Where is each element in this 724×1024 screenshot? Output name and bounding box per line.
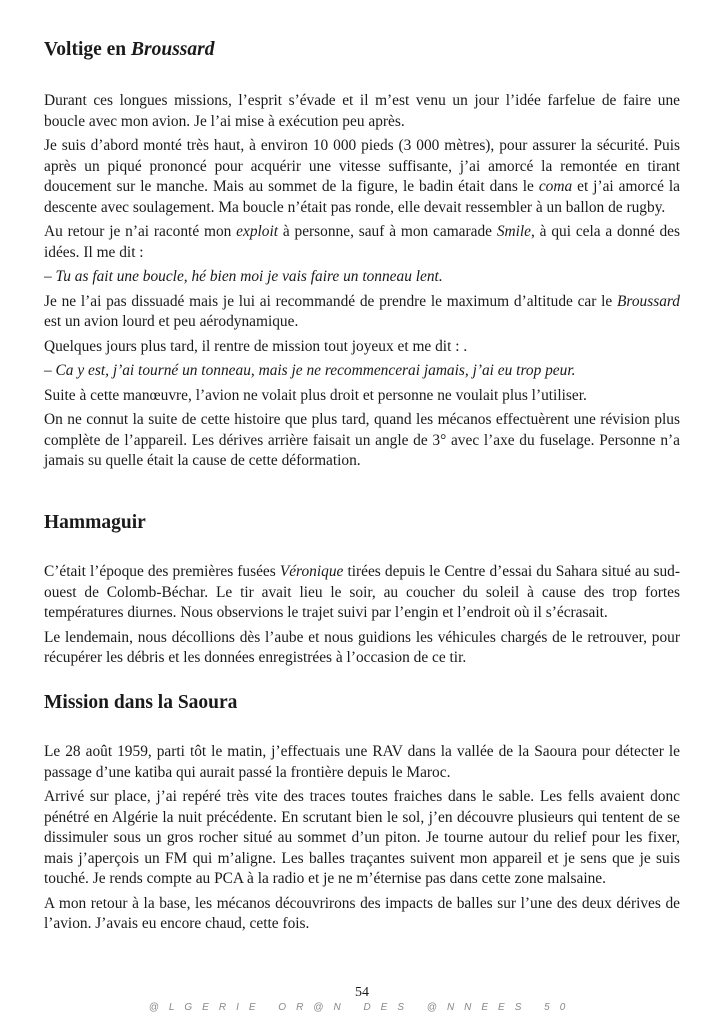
text-run: Le 28 août 1959, parti tôt le matin, j’effectuais une RAV dans la vallée de la Saoura pour détecter le passage d’une katiba qui aurait passé la frontière depuis le Maroc. (44, 743, 680, 781)
paragraph (44, 361, 680, 382)
text-run: Au retour je n’ai raconté mon (44, 223, 237, 240)
footer-text: @LGERIE OR@N DES @NNEES 50 (148, 1002, 576, 1013)
text-run: Arrivé sur place, j’ai repéré très vite des traces toutes fraiches dans le sable. Les fells avaient donc pénétré en Algérie la nuit précédente. En scrutant bien le sol, j’en découvre plusieurs qui tentent de se dissimuler sous un gros rocher situé au sommet d’un piton. Je tourne autour du relief pour les fixer, mais j’aperçois un FM qui m’aligne. Les balles traçantes suivent mon appareil et je sens que je suis touché. Je rends compte au PCA à la radio et je ne m’éternise pas dans cette zone malsaine. (44, 788, 680, 887)
section-body-saoura (44, 742, 680, 939)
section-body-voltige (44, 91, 680, 476)
italic-text: Véronique (279, 563, 344, 580)
paragraph (44, 628, 680, 669)
text-run: est un avion lourd et peu aérodynamique. (44, 313, 299, 330)
italic-text: coma (538, 178, 573, 195)
paragraph (44, 894, 680, 935)
text-run: On ne connut la suite de cette histoire que plus tard, quand les mécanos effectuèrent une révision plus complète de l’appareil. Les dérives arrière faisait un angle de 3° avec l’axe du fuselage. Personne n’a jamais su quelle était la cause de cette déformation. (44, 411, 680, 469)
text-run: à personne, sauf à mon camarade (278, 223, 497, 240)
section-title-saoura: Mission dans la Saoura (44, 692, 238, 713)
paragraph (44, 267, 680, 288)
text-run: Je ne l’ai pas dissuadé mais je lui ai recommandé de prendre le maximum d’altitude car le (44, 292, 617, 310)
paragraph (44, 292, 680, 333)
paragraph (44, 222, 680, 263)
paragraph (44, 91, 680, 132)
text-run: et j’ai amorcé la descente avec soulagement. Ma boucle n’était pas ronde, elle devait ressembler à un ballon de rugby. (44, 178, 680, 216)
italic-text: Broussard (617, 292, 680, 310)
paragraph (44, 410, 680, 472)
text-run: Suite à cette manœuvre, l’avion ne volait plus droit et personne ne voulait plus l’utiliser. (44, 386, 587, 404)
paragraph (44, 136, 680, 218)
italic-text: exploit (236, 223, 279, 240)
section-body-hammaguir (44, 562, 680, 673)
paragraph (44, 742, 680, 783)
section-title-hammaguir: Hammaguir (44, 512, 146, 533)
italic-text: – Tu as fait une boucle, hé bien moi je vais faire un tonneau lent. (44, 268, 443, 285)
paragraph (44, 562, 680, 624)
paragraph (44, 386, 680, 407)
paragraph (44, 337, 680, 358)
text-run: tirées depuis le Centre d’essai du Sahara situé au sud-ouest de Colomb-Béchar. Le tir avait lieu le soir, au coucher du soleil à cause des trop fortes températures diurnes. Nous observions le trajet suivi par l’engin et l’endroit où il s’écrasait. (44, 563, 680, 621)
text-run: Je suis d’abord monté très haut, à environ 10 000 pieds (3 000 mètres), pour assurer la sécurité. Puis après un piqué prononcé pour acquérir une vitesse suffisante, j’ai amorcé la remontée en tirant doucement sur le manche. Mais au sommet de la figure, le badin était dans le (44, 137, 680, 195)
text-run: C’était l’époque des premières fusées (44, 563, 280, 580)
italic-text: Smile (496, 223, 532, 240)
text-run: Quelques jours plus tard, il rentre de mission tout joyeux et me dit : . (44, 337, 468, 355)
italic-text: – Ca y est, j’ai tourné un tonneau, mais je ne recommencerai jamais, j’ai eu trop peur. (44, 362, 576, 379)
page-number: 54 (355, 985, 369, 1000)
text-run: Durant ces longues missions, l’esprit s’évade et il m’est venu un jour l’idée farfelue de faire une boucle avec mon avion. Je l’ai mise à exécution peu après. (44, 92, 680, 130)
text-run: , à qui cela a donné des idées. Il me dit : (44, 223, 681, 261)
paragraph (44, 787, 680, 890)
section-title-voltige: Voltige en Broussard (44, 39, 215, 60)
text-run: Le lendemain, nous décollions dès l’aube et nous guidions les véhicules chargés de le retrouver, pour récupérer les débris et les données enregistrées à l’occasion de ce tir. (44, 628, 680, 666)
text-run: A mon retour à la base, les mécanos découvrirons des impacts de balles sur l’une des deux dérives de l’avion. J’avais eu encore chaud, cette fois. (44, 894, 680, 932)
